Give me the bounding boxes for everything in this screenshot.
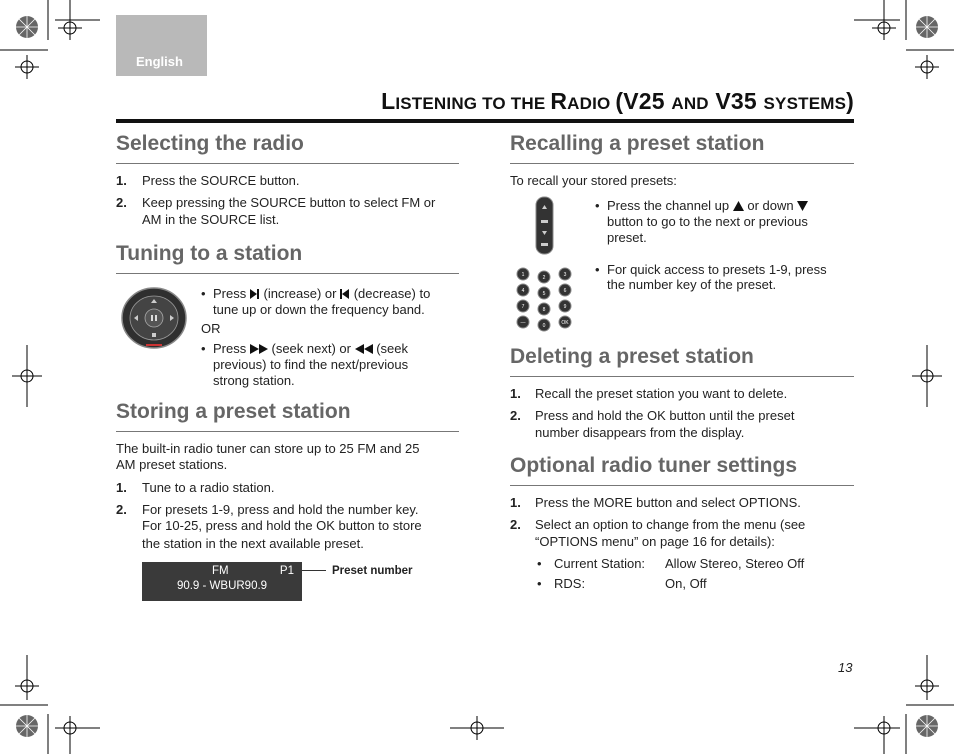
step-text: Recall the preset station you want to delete. [535, 386, 788, 401]
display-band: FM [212, 565, 229, 577]
step-text: Select an option to change from the menu (see [535, 517, 806, 532]
heading-selecting-radio: Selecting the radio [116, 132, 304, 155]
recall-bullet-2-line-2: the number key of the preset. [607, 277, 777, 292]
divider [116, 431, 459, 432]
keypad-key-label: 2 [542, 275, 546, 281]
display-station: 90.9 - WBUR90.9 [176, 580, 268, 592]
bullet: • [595, 262, 600, 277]
rewind-icon [355, 344, 373, 354]
bullet: • [537, 576, 542, 591]
intro-text: To recall your stored presets: [510, 173, 677, 188]
option-value: Allow Stereo, Stereo Off [665, 556, 805, 571]
heading-deleting-preset: Deleting a preset station [510, 345, 754, 368]
title-rule [116, 119, 854, 123]
tuning-bullet-2-line-3: strong station. [213, 373, 295, 388]
intro-text: The built-in radio tuner can store up to 25 FM and 25 [116, 441, 420, 456]
step-text: Press the MORE button and select OPTIONS. [535, 495, 801, 510]
heading-optional-settings: Optional radio tuner settings [510, 454, 798, 477]
language-tab [116, 15, 207, 76]
step-number: 1. [116, 173, 127, 188]
page-number: 13 [838, 660, 853, 675]
tuning-bullet-2-line-1: Press (seek next) or (seek [213, 341, 409, 356]
channel-up-icon [733, 201, 744, 211]
step-number: 1. [510, 386, 521, 401]
option-label: Current Station: [554, 556, 646, 571]
recall-bullet-1-line-1: Press the channel up or down [607, 198, 808, 214]
page-title: LISTENING TO THE RADIO (V25 AND V35 SYSTEMS) [381, 88, 854, 114]
remote-navigation-pad-icon [120, 286, 188, 350]
step-text: For presets 1-9, press and hold the number key. [142, 502, 419, 517]
keypad-key-label: OK [561, 320, 569, 326]
callout-line [302, 570, 326, 571]
step-text: number disappears from the display. [535, 425, 745, 440]
option-value: On, Off [665, 576, 707, 591]
step-text: “OPTIONS menu” on page 16 for details): [535, 534, 775, 549]
step-number: 2. [510, 408, 521, 423]
recall-bullet-1-line-2: button to go to the next or previous [607, 214, 808, 229]
step-text: AM in the SOURCE list. [142, 212, 280, 227]
channel-rocker-icon [535, 196, 555, 256]
step-number: 2. [116, 195, 127, 210]
step-text: Press the SOURCE button. [142, 173, 300, 188]
tuning-bullet-1-line-2: tune up or down the frequency band. [213, 302, 425, 317]
step-number: 2. [510, 517, 521, 532]
heading-tuning-station: Tuning to a station [116, 242, 303, 265]
step-number: 1. [116, 480, 127, 495]
bullet: • [201, 341, 206, 356]
preset-number-callout: Preset number [332, 565, 413, 577]
display-screen [142, 562, 302, 601]
fast-forward-icon [250, 344, 268, 354]
tuning-bullet-1-line-1: Press (increase) or (decrease) to [213, 286, 431, 301]
step-text: the station in the next available preset. [142, 536, 364, 551]
divider [510, 376, 854, 377]
bullet: • [201, 286, 206, 301]
skip-previous-icon [340, 289, 350, 299]
step-text: Press and hold the OK button until the preset [535, 408, 795, 423]
divider [116, 163, 459, 164]
channel-down-icon [797, 201, 808, 211]
language-tab-label: English [136, 54, 183, 69]
keypad-key-label: 5 [542, 291, 546, 297]
keypad-key-label: 4 [521, 288, 525, 294]
step-text: Tune to a radio station. [142, 480, 275, 495]
heading-recalling-preset: Recalling a preset station [510, 132, 765, 155]
keypad-key-label: 7 [521, 304, 525, 310]
bullet: • [595, 198, 600, 213]
tuning-bullet-2-line-2: previous) to find the next/previous [213, 357, 409, 372]
number-keypad-icon [514, 266, 574, 332]
keypad-key-label: 6 [563, 288, 567, 294]
keypad-key-label: 1 [521, 272, 525, 278]
step-number: 1. [510, 495, 521, 510]
recall-bullet-1-line-3: preset. [607, 230, 647, 245]
keypad-key-label: 8 [542, 307, 546, 313]
keypad-key-label: 0 [542, 323, 546, 329]
step-text: For 10-25, press and hold the OK button to store [142, 518, 422, 533]
step-text: Keep pressing the SOURCE button to select FM or [142, 195, 436, 210]
keypad-key-label: 3 [563, 272, 567, 278]
keypad-key-label: — [520, 320, 526, 326]
or-text: OR [201, 321, 221, 336]
intro-text: AM preset stations. [116, 457, 228, 472]
bullet: • [537, 556, 542, 571]
display-preset: P1 [279, 565, 294, 577]
option-label: RDS: [554, 576, 586, 591]
keypad-key-label: 9 [563, 304, 567, 310]
recall-bullet-2-line-1: For quick access to presets 1-9, press [607, 262, 827, 277]
divider [116, 273, 459, 274]
heading-storing-preset: Storing a preset station [116, 400, 351, 423]
divider [510, 485, 854, 486]
step-number: 2. [116, 502, 127, 517]
divider [510, 163, 854, 164]
skip-next-icon [250, 289, 260, 299]
